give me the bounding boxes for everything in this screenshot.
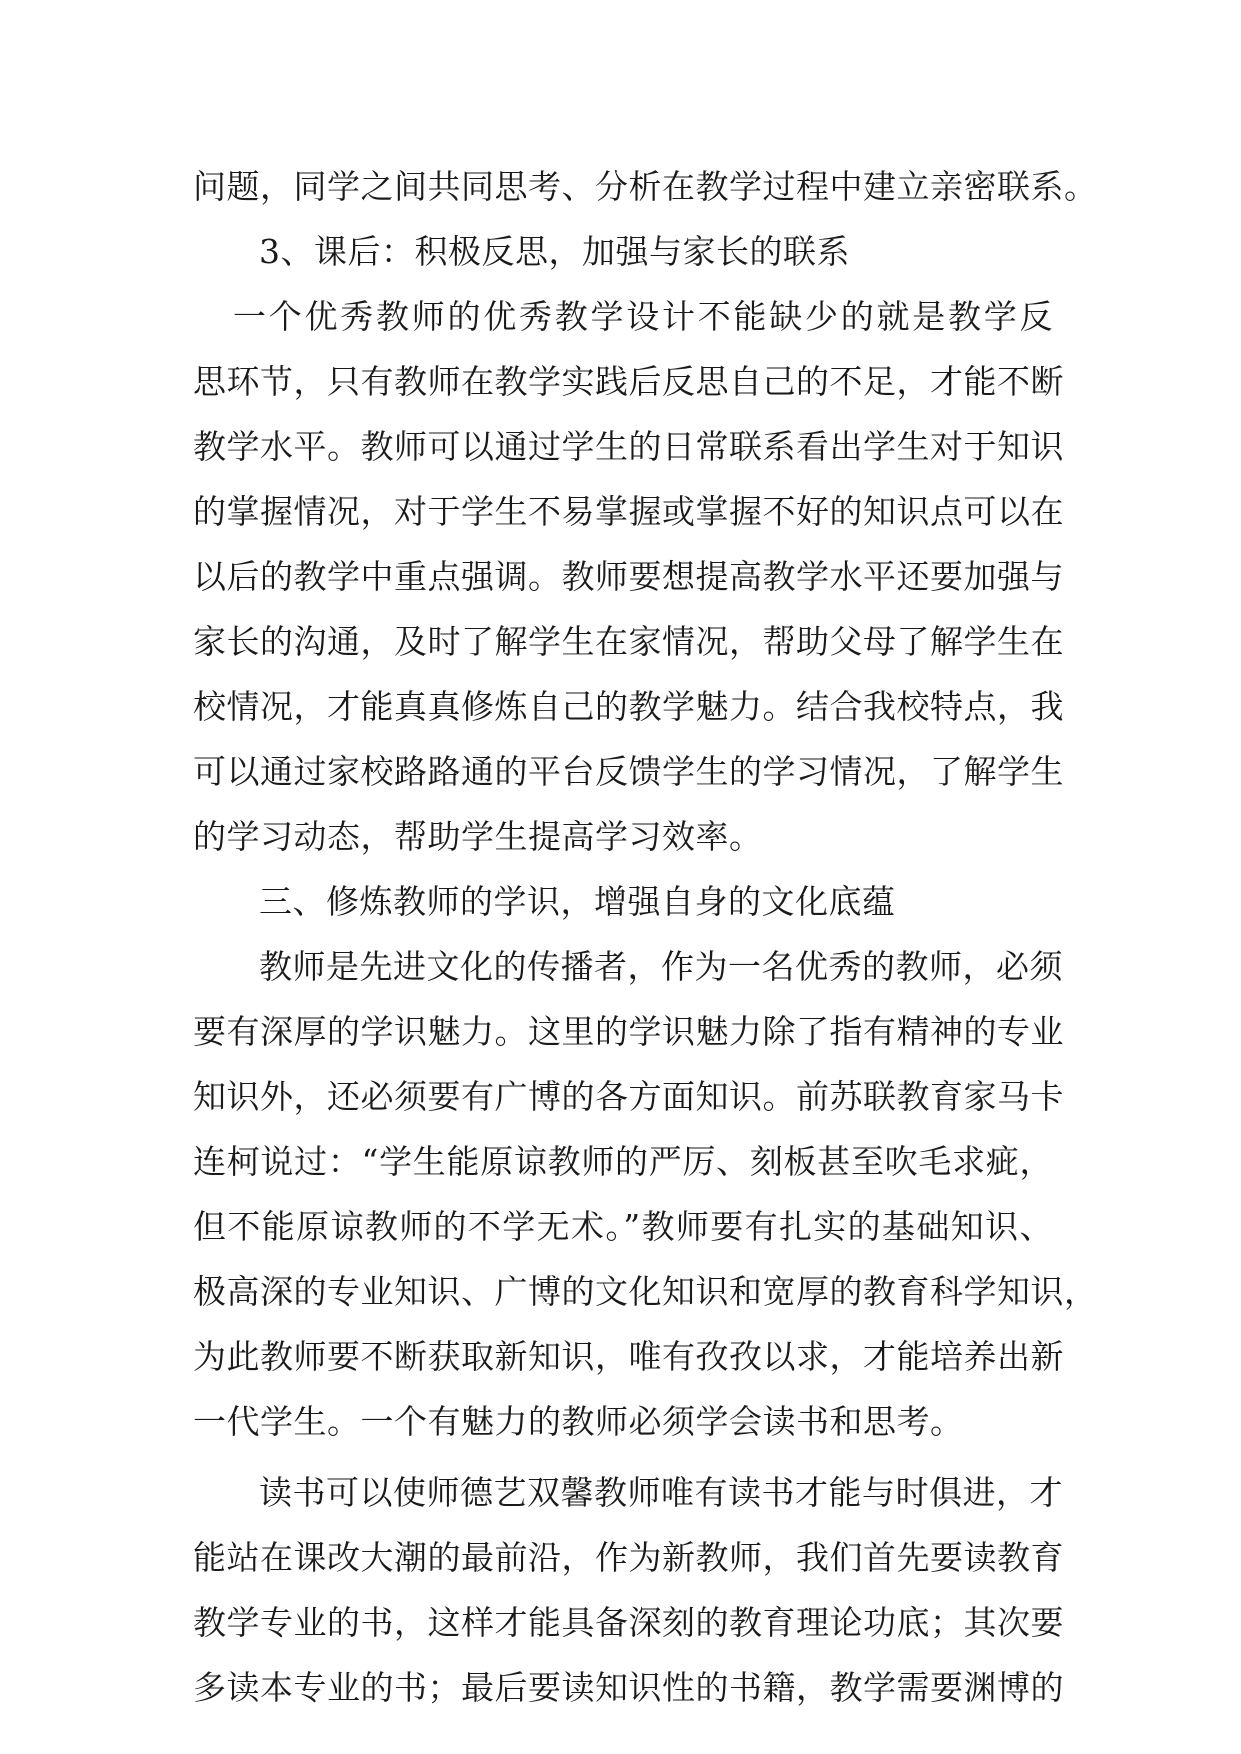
paragraph-line: 但不能原谅教师的不学无术。”教师要有扎实的基础知识、: [193, 1207, 1053, 1246]
paragraph-line: 一代学生。一个有魅力的教师必须学会读书和思考。: [193, 1402, 964, 1441]
paragraph-line: 以后的教学中重点强调。教师要想提高教学水平还要加强与: [193, 557, 1064, 596]
paragraph-line: 家长的沟通，及时了解学生在家情况，帮助父母了解学生在: [193, 622, 1064, 661]
section-heading: 三、修炼教师的学识，增强自身的文化底蕴: [259, 882, 896, 921]
paragraph-line: 多读本专业的书；最后要读知识性的书籍，教学需要渊博的: [193, 1668, 1064, 1707]
paragraph-line: 连柯说过：“学生能原谅教师的严厉、刻板甚至吹毛求疵，: [193, 1142, 1053, 1181]
paragraph-line: 的学习动态，帮助学生提高学习效率。: [193, 817, 763, 856]
paragraph-line: 校情况，才能真真修炼自己的教学魅力。结合我校特点，我: [193, 687, 1064, 726]
paragraph-line: 教学专业的书，这样才能具备深刻的教育理论功底；其次要: [193, 1603, 1064, 1642]
paragraph-line: 要有深厚的学识魅力。这里的学识魅力除了指有精神的专业: [193, 1012, 1064, 1051]
paragraph-line: 知识外，还必须要有广博的各方面知识。前苏联教育家马卡: [193, 1077, 1064, 1116]
paragraph-line: 可以通过家校路路通的平台反馈学生的学习情况，了解学生: [193, 752, 1064, 791]
paragraph-line: 教师是先进文化的传播者，作为一名优秀的教师，必须: [259, 947, 1063, 986]
paragraph-line: 思环节，只有教师在教学实践后反思自己的不足，才能不断: [193, 362, 1064, 401]
paragraph-line: 为此教师要不断获取新知识，唯有孜孜以求，才能培养出新: [193, 1337, 1064, 1376]
paragraph-line: 读书可以使师德艺双馨教师唯有读书才能与时俱进，才: [259, 1473, 1063, 1512]
paragraph-line: 问题，同学之间共同思考、分析在教学过程中建立亲密联系。: [193, 167, 1098, 206]
section-heading: 3、课后：积极反思，加强与家长的联系: [259, 232, 850, 271]
paragraph-line: 教学水平。教师可以通过学生的日常联系看出学生对于知识: [193, 427, 1064, 466]
paragraph-line: 极高深的专业知识、广博的文化知识和宽厚的教育科学知识，: [193, 1272, 1098, 1311]
body-text: [193, 154, 1098, 1720]
paragraph-line: 一个优秀教师的优秀教学设计不能缺少的就是教学反: [233, 297, 1053, 336]
paragraph-line: 能站在课改大潮的最前沿，作为新教师，我们首先要读教育: [193, 1538, 1064, 1577]
paragraph-line: 的掌握情况，对于学生不易掌握或掌握不好的知识点可以在: [193, 492, 1064, 531]
